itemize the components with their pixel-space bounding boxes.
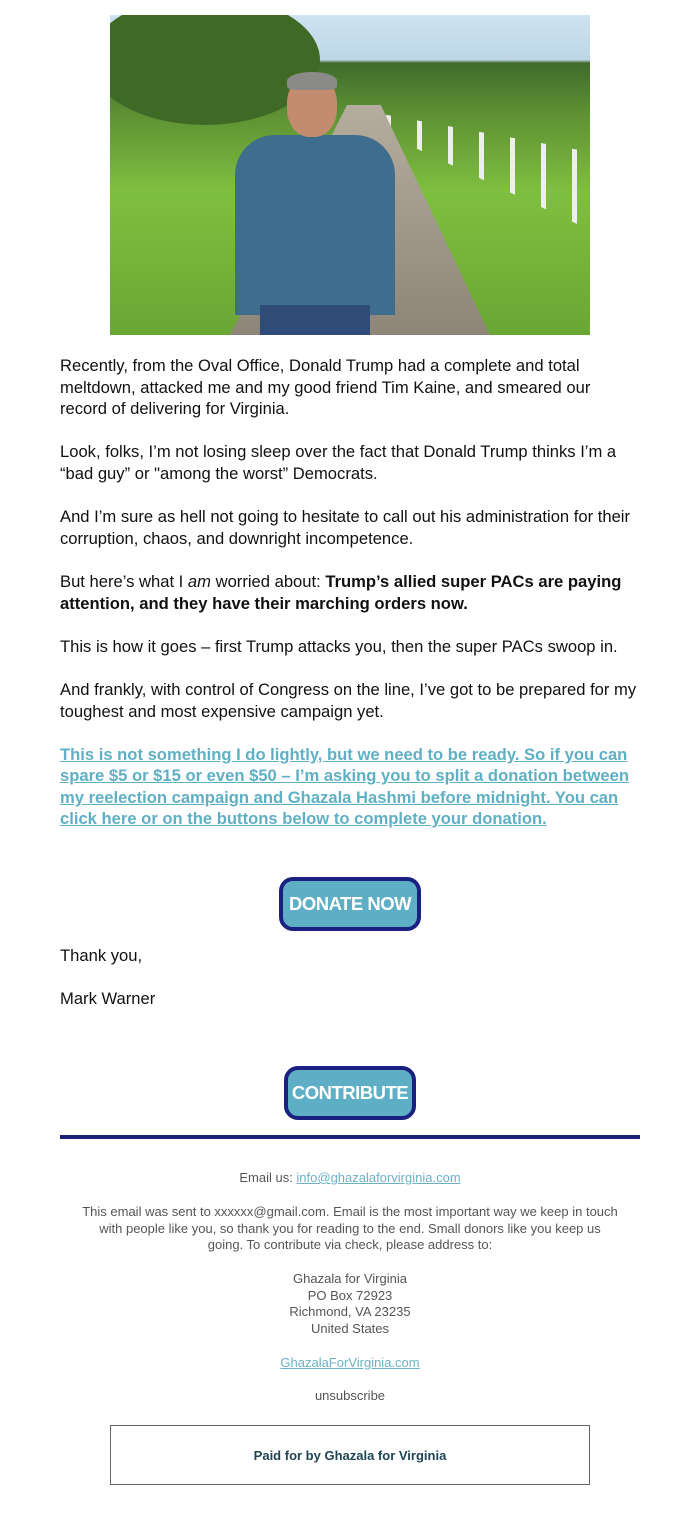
emphasis: am — [187, 571, 211, 591]
address-line: Richmond, VA 23235 — [289, 1304, 411, 1320]
paragraph: And I’m sure as hell not going to hesitate to call out his administration for their corruption, chaos, and downright incompetence. — [60, 507, 631, 548]
unsubscribe-link[interactable]: unsubscribe — [314, 1388, 386, 1403]
signature-name: Mark Warner — [60, 989, 156, 1008]
footer-website — [80, 1355, 620, 1372]
bold-text: Trump’s allied super PACs are paying attention, and they have their marching orders now. — [60, 571, 622, 613]
text: worried about: — [210, 571, 326, 591]
paid-for-disclaimer — [110, 1425, 590, 1485]
paragraph: And frankly, with control of Congress on the line, I’ve got to be prepared for my toughest and most expensive campaign yet. — [60, 679, 637, 721]
footer-notice: This email was sent to xxxxxx@gmail.com. Email is the most important way we keep in touch with people like you, so thank you for reading to the end. Small donors like you keep us going. To contribute via check, please address to: — [82, 1204, 618, 1253]
hero-photo — [110, 15, 590, 335]
address-line: PO Box 72923 — [307, 1287, 393, 1303]
divider — [60, 1135, 640, 1139]
footer-email — [80, 1170, 620, 1187]
paid-for-text: Paid for by Ghazala for Virginia — [253, 1447, 447, 1463]
website-link[interactable]: GhazalaForVirginia.com — [280, 1355, 420, 1370]
person — [235, 75, 395, 335]
mailing-address — [80, 1271, 620, 1337]
address-line: United States — [310, 1320, 390, 1336]
donation-link[interactable]: This is not something I do lightly, but we need to be ready. So if you can spare $5 or $15 or even $50 – I’m asking you to split a donation between my reelection campaign and Ghazala Hashmi before midnight. You can click here or on the buttons below to complete your donation. — [60, 744, 629, 829]
email-label: Email us: — [239, 1170, 297, 1185]
donate-now-button[interactable]: DONATE NOW — [279, 877, 421, 931]
contribute-button[interactable]: CONTRIBUTE — [284, 1066, 416, 1120]
thanks-text: Thank you, — [60, 946, 143, 965]
paragraph — [60, 571, 640, 614]
paragraph: Recently, from the Oval Office, Donald Trump had a complete and total meltdown, attacked me and my good friend Tim Kaine, and smeared our record of delivering for Virginia. — [60, 356, 591, 419]
paragraph: This is how it goes – first Trump attacks you, then the super PACs swoop in. — [60, 636, 618, 656]
address-line: Ghazala for Virginia — [293, 1271, 407, 1286]
email-link[interactable]: info@ghazalaforvirginia.com — [296, 1170, 461, 1185]
paragraph: Look, folks, I’m not losing sleep over the fact that Donald Trump thinks I’m a “bad guy” or "among the worst” Democrats. — [60, 442, 617, 483]
text: But here’s what I — [60, 571, 188, 591]
email-body — [60, 355, 640, 852]
